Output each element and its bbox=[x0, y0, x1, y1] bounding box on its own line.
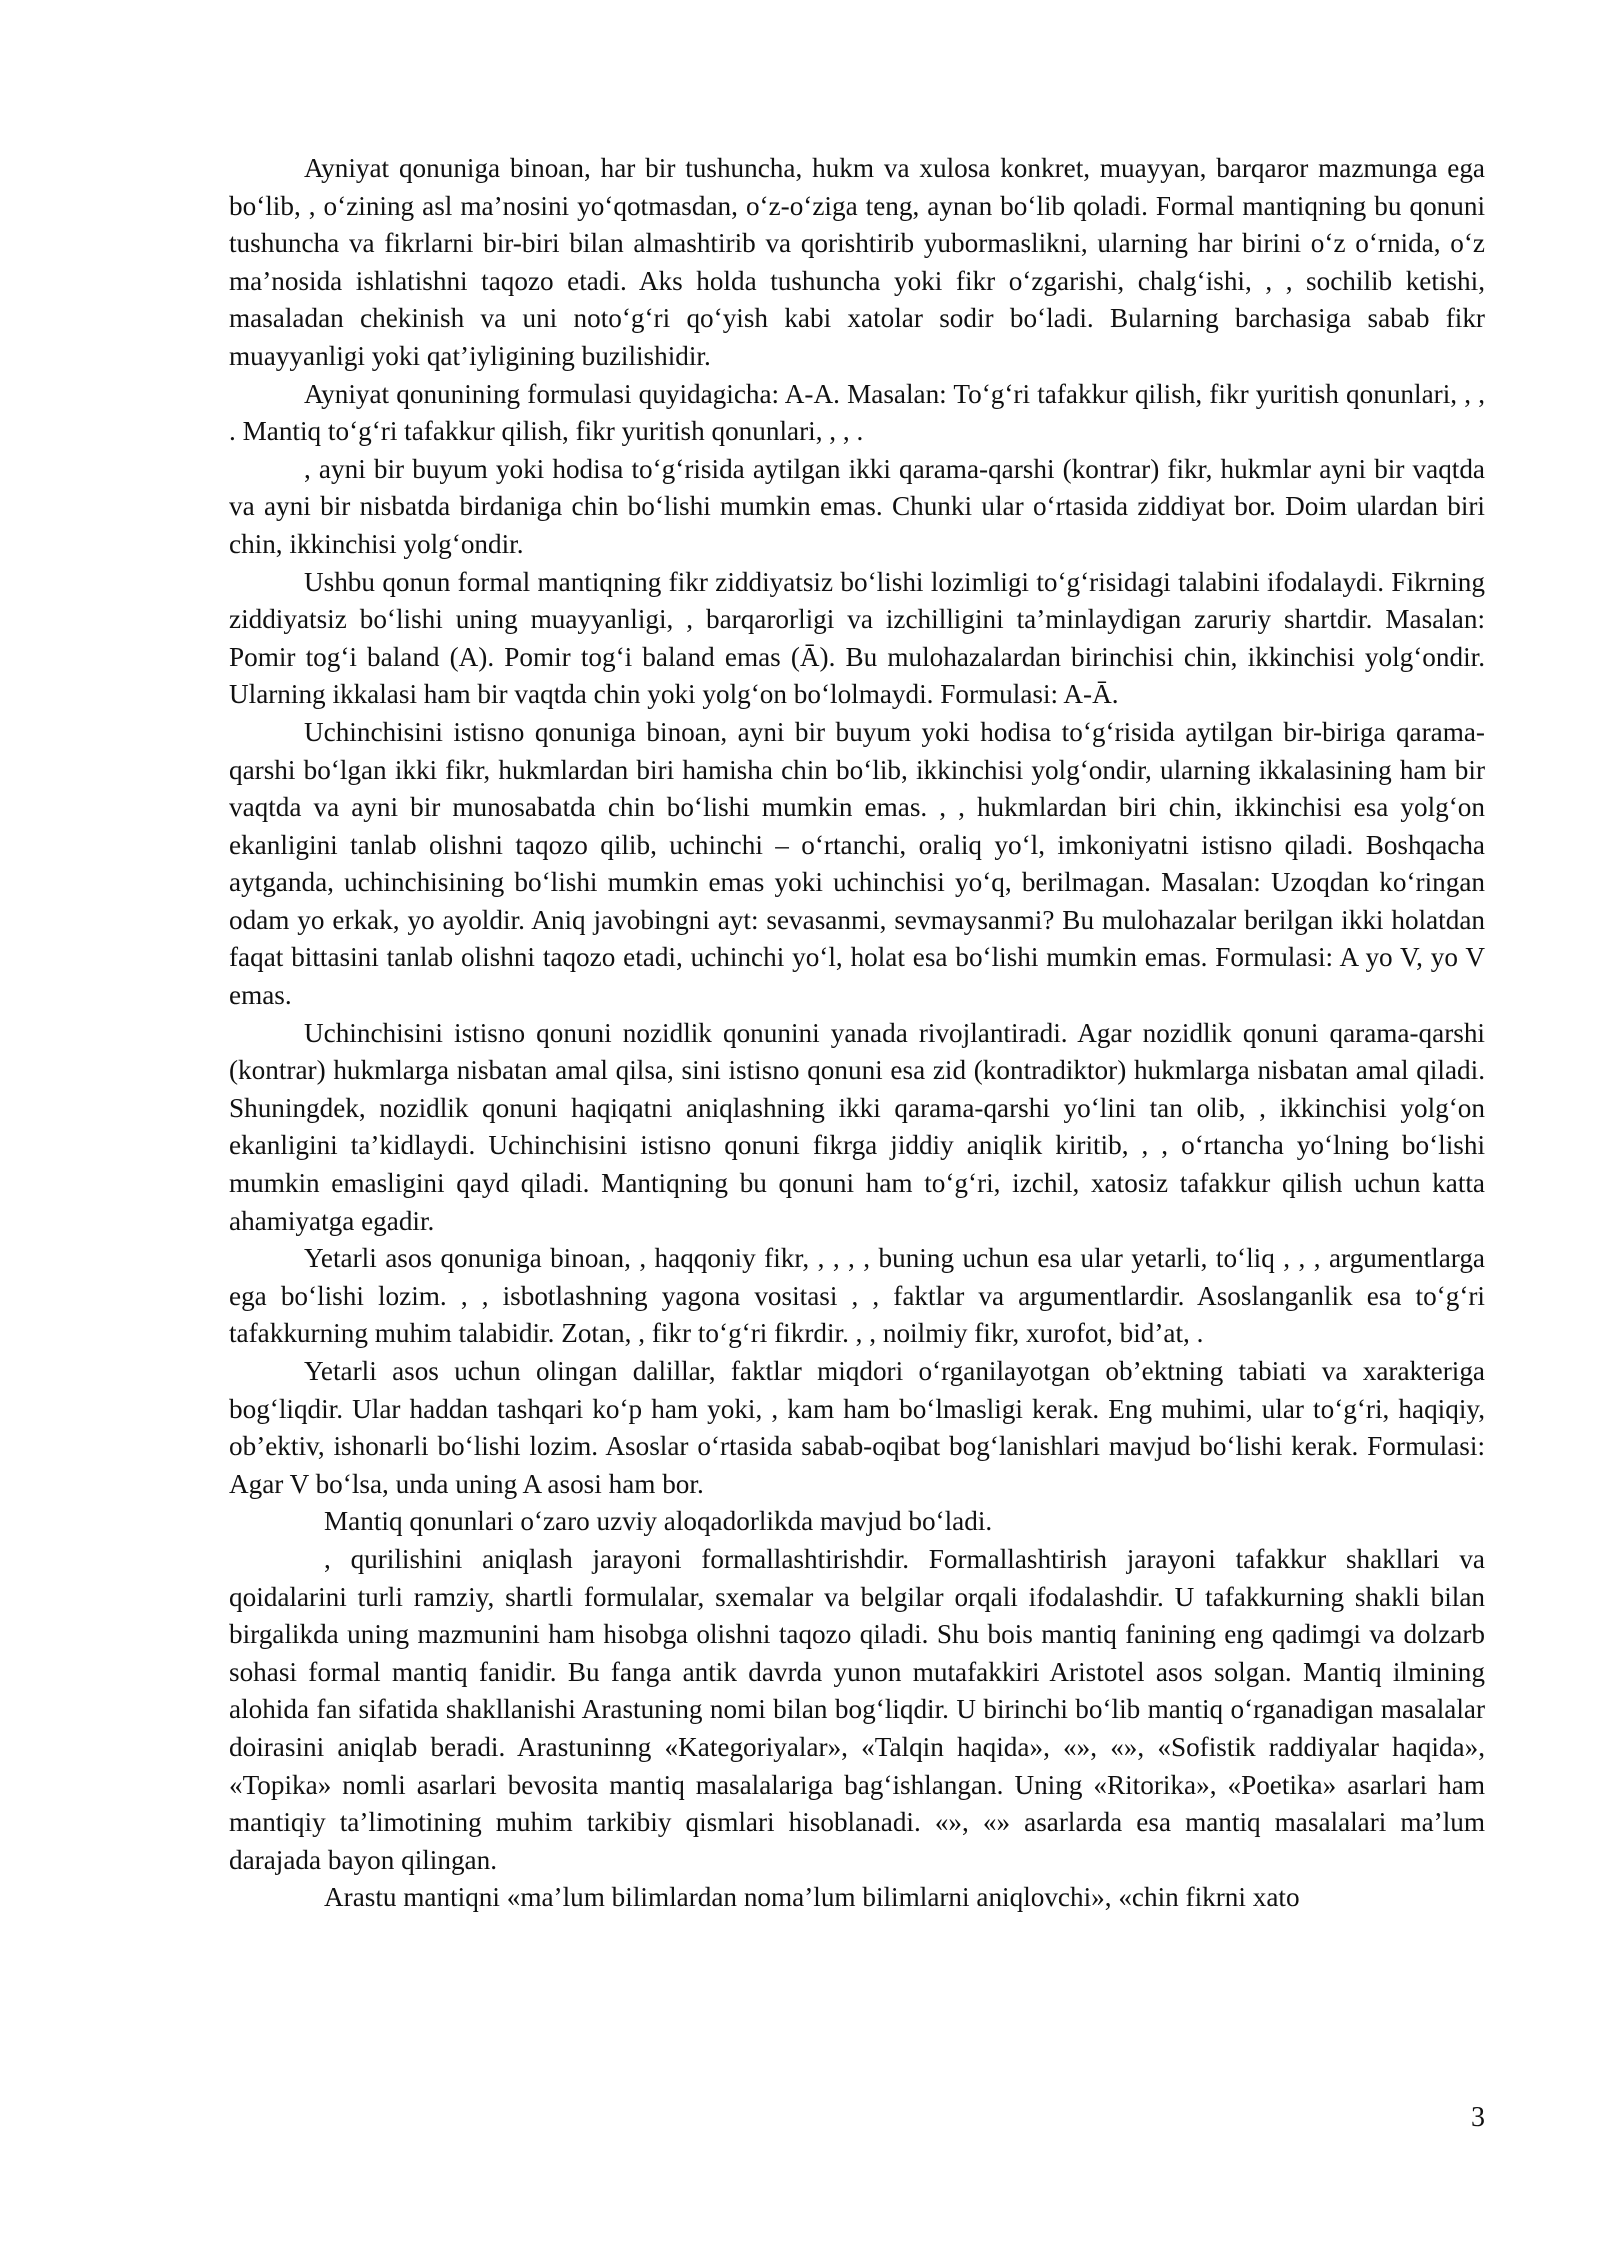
paragraph-formalization: , qurilishini aniqlash jarayoni formallashtirishdir. Formallashtirish jarayoni tafakkur shakllari va qoidalarini turli ramziy, shartli formulalar, sxemalar va belgilar orqali ifodalashdir. U tafakkurning shakli bilan birgalikda uning mazmunini ham hisobga olishni taqozo qiladi. Shu bois mantiq fanining eng qadimgi va dolzarb sohasi formal mantiq fanidir. Bu fanga antik davrda yunon mutafakkiri Aristotel asos solgan. Mantiq ilmining alohida fan sifatida shakllanishi Arastuning nomi bilan bog‘liqdir. U birinchi bo‘lib mantiq o‘rganadigan masalalar doirasini aniqlab beradi. Arastuninng «Kategoriyalar», «Talqin haqida», «», «», «Sofistik raddiyalar haqida», «Topika» nomli asarlari bevosita mantiq masalalariga bag‘ishlangan. Uning «Ritorika», «Poetika» asarlari ham mantiqiy ta’limotining muhim tarkibiy qismlari hisoblanadi. «», «» asarlarda esa mantiq masalalari ma’lum darajada bayon qilingan. bbox=[229, 1543, 1485, 1875]
paragraph-noncontradiction-law: , ayni bir buyum yoki hodisa to‘g‘risida aytilgan ikki qarama-qarshi (kontrar) fikr, hukmlar ayni bir vaqtda va ayni bir nisbatda birdaniga chin bo‘lishi mumkin emas. Chunki ular o‘rtasida ziddiyat bor. Doim ulardan biri chin, ikkinchisi yolg‘ondir. bbox=[229, 453, 1485, 559]
paragraph-excluded-middle-law: Uchinchisini istisno qonuniga binoan, ayni bir buyum yoki hodisa to‘g‘risida aytilgan bir-biriga qarama-qarshi bo‘lgan ikki fikr, hukmlardan biri hamisha chin bo‘lib, ikkinchisi yolg‘ondir, ularning ikkalasining ham bir vaqtda va ayni bir munosabatda chin bo‘lishi mumkin emas. , , hukmlardan biri chin, ikkinchisi esa yolg‘on ekanligini tanlab olishni taqozo qilib, uchinchi – o‘rtanchi, oraliq yo‘l, imkoniyatni istisno qiladi. Boshqacha aytganda, uchinchisining bo‘lishi mumkin emas yoki uchinchisi yo‘q, berilmagan. Masalan: Uzoqdan ko‘ringan odam yo erkak, yo ayoldir. Aniq javobingni ayt: sevasanmi, sevmaysanmi? Bu mulohazalar berilgan ikki holatdan faqat bittasini tanlab olishni taqozo etadi, uchinchi yo‘l, holat esa bo‘lishi mumkin emas. Formulasi: A yo V, yo V emas. bbox=[229, 716, 1485, 1011]
paragraph-sufficient-reason-evidence: Yetarli asos uchun olingan dalillar, faktlar miqdori o‘rganilayotgan ob’ektning tabiati va xarakteriga bog‘liqdir. Ular haddan tashqari ko‘p ham yoki, , kam ham bo‘lmasligi kerak. Eng muhimi, ular to‘g‘ri, haqiqiy, ob’ektiv, ishonarli bo‘lishi lozim. Asoslar o‘rtasida sabab-oqibat bog‘lanishlari mavjud bo‘lishi kerak. Formulasi: Agar V bo‘lsa, unda uning A asosi ham bor. bbox=[229, 1356, 1485, 1499]
page-number: 3 bbox=[1471, 2102, 1485, 2133]
document-body bbox=[229, 150, 1485, 1917]
paragraph-laws-interconnection: Mantiq qonunlari o‘zaro uzviy aloqadorlikda mavjud bo‘ladi. bbox=[324, 1506, 993, 1537]
paragraph-identity-formula: Ayniyat qonunining formulasi quyidagicha: A-A. Masalan: To‘g‘ri tafakkur qilish, fikr yuritish qonunlari, , , . Mantiq to‘g‘ri tafakkur qilish, fikr yuritish qonunlari, , , . bbox=[229, 378, 1485, 447]
paragraph-noncontradiction-requirement: Ushbu qonun formal mantiqning fikr ziddiyatsiz bo‘lishi lozimligi to‘g‘risidagi talabini ifodalaydi. Fikrning ziddiyatsiz bo‘lishi uning muayyanligi, , barqarorligi va izchilligini ta’minlaydigan zaruriy shartdir. Masalan: Pomir tog‘i baland (A). Pomir tog‘i baland emas (Ā). Bu mulohazalardan birinchisi chin, ikkinchisi yolg‘ondir. Ularning ikkalasi ham bir vaqtda chin yoki yolg‘on bo‘lolmaydi. Formulasi: A-Ā. bbox=[229, 566, 1485, 710]
paragraph-identity-law: Ayniyat qonuniga binoan, har bir tushuncha, hukm va xulosa konkret, muayyan, barqaror mazmunga ega bo‘lib, , o‘zining asl ma’nosini yo‘qotmasdan, o‘z-o‘ziga teng, aynan bo‘lib qoladi. Formal mantiqning bu qonuni tushuncha va fikrlarni bir-biri bilan almashtirib va qorishtirib yubormaslikni, ularning har birini o‘z o‘rnida, o‘z ma’nosida ishlatishni taqozo etadi. Aks holda tushuncha yoki fikr o‘zgarishi, chalg‘ishi, , , sochilib ketishi, masaladan chekinish va uni noto‘g‘ri qo‘yish kabi xatolar sodir bo‘ladi. Bularning barchasiga sabab fikr muayyanligi yoki qat’iyligining buzilishidir. bbox=[229, 153, 1485, 371]
paragraph-sufficient-reason-law: Yetarli asos qonuniga binoan, , haqqoniy fikr, , , , , buning uchun esa ular yetarli, to‘liq , , , argumentlarga ega bo‘lishi lozim. , , isbotlashning yagona vositasi , , faktlar va argumentlardir. Asoslanganlik esa to‘g‘ri tafakkurning muhim talabidir. Zotan, , fikr to‘g‘ri fikrdir. , , noilmiy fikr, xurofot, bid’at, . bbox=[229, 1243, 1485, 1349]
paragraph-excluded-middle-development: Uchinchisini istisno qonuni nozidlik qonunini yanada rivojlantiradi. Agar nozidlik qonuni qarama-qarshi (kontrar) hukmlarga nisbatan amal qilsa, sini istisno qonuni esa zid (kontradiktor) hukmlarga nisbatan amal qiladi. Shuningdek, nozidlik qonuni haqiqatni aniqlashning ikki qarama-qarshi yo‘lini tan olib, , ikkinchisi yolg‘on ekanligini ta’kidlaydi. Uchinchisini istisno qonuni fikrga jiddiy aniqlik kiritib, , , o‘rtancha yo‘lning bo‘lishi mumkin emasligini qayd qiladi. Mantiqning bu qonuni ham to‘g‘ri, izchil, xatosiz tafakkur qilish uchun katta ahamiyatga egadir. bbox=[229, 1017, 1485, 1236]
paragraph-aristotle-logic: Arastu mantiqni «ma’lum bilimlardan noma’lum bilimlarni aniqlovchi», «chin fikrni xato bbox=[324, 1882, 1300, 1913]
